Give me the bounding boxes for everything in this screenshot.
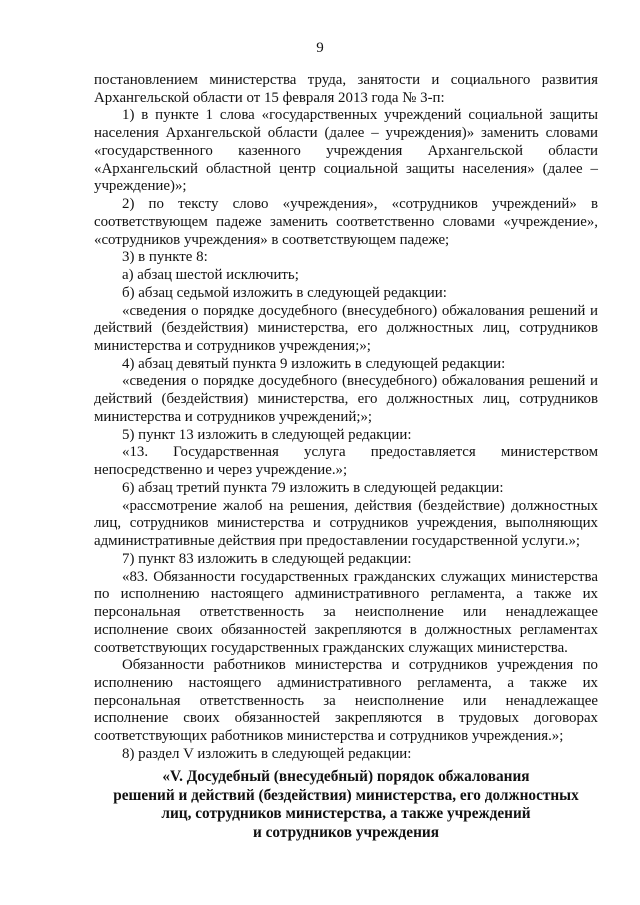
paragraph: «сведения о порядке досудебного (внесудебного) обжалования решений и действий (бездействия) министерства, его должностных лиц, сотрудников министерства и сотрудников учреждения;»; — [94, 302, 598, 355]
paragraph: 8) раздел V изложить в следующей редакции: — [122, 745, 412, 762]
paragraph: б) абзац седьмой изложить в следующей редакции: — [122, 284, 447, 301]
paragraph: «13. Государственная услуга предоставляется министерством непосредственно и через учреждение.»; — [94, 444, 598, 479]
paragraph: 3) в пункте 8: — [122, 249, 208, 266]
paragraph: «рассмотрение жалоб на решения, действия (бездействие) должностных лиц, сотрудников министерства и сотрудников учреждения, выполняющих административные действия при предоставлении государственной услуги.»; — [94, 497, 598, 550]
heading-line: лиц, сотрудников министерства, а также учреждений — [161, 805, 531, 822]
paragraph: 7) пункт 83 изложить в следующей редакции: — [122, 550, 412, 567]
paragraph: 6) абзац третий пункта 79 изложить в следующей редакции: — [122, 479, 504, 496]
paragraph: 1) в пункте 1 слова «государственных учреждений социальной защиты населения Архангельской области (далее – учреждения)» заменить словами «государственного казенного учреждения Архангельской области «Архангельский областной центр социальной защиты населения» (далее – учреждение)»; — [94, 107, 598, 195]
document-body — [94, 72, 598, 764]
heading-line: решений и действий (бездействия) министерства, его должностных — [113, 786, 579, 804]
section-heading — [94, 768, 598, 842]
paragraph: а) абзац шестой исключить; — [122, 267, 299, 284]
heading-line: «V. Досудебный (внесудебный) порядок обжалования — [162, 768, 530, 785]
paragraph: постановлением министерства труда, занятости и социального развития Архангельской области от 15 февраля 2013 года № 3-п: — [94, 72, 598, 106]
paragraph: «сведения о порядке досудебного (внесудебного) обжалования решений и действий (бездействия) министерства, его должностных лиц, сотрудников министерства и сотрудников учреждений;»; — [94, 373, 598, 425]
page-number: 9 — [316, 40, 324, 56]
paragraph: 5) пункт 13 изложить в следующей редакции: — [122, 426, 412, 443]
paragraph: Обязанности работников министерства и сотрудников учреждения по исполнению настоящего административного регламента, а также их персональная ответственность за неисполнение или ненадлежащее исполнение своих обязанностей закрепляются в трудовых договорах соответствующих работников министерства и сотрудников учреждения.»; — [94, 657, 598, 745]
paragraph: «83. Обязанности государственных гражданских служащих министерства по исполнению настоящего административного регламента, а также их персональная ответственность за неисполнение или ненадлежащее исполнение своих обязанностей закрепляются в должностных регламентах соответствующих государственных гражданских служащих министерства. — [94, 568, 598, 656]
heading-line: и сотрудников учреждения — [253, 823, 439, 841]
paragraph: 4) абзац девятый пункта 9 изложить в следующей редакции: — [122, 355, 506, 372]
paragraph: 2) по тексту слово «учреждения», «сотрудников учреждений» в соответствующем падеже заменить соответственно словами «учреждение», «сотрудников учреждения» в соответствующем падеже; — [94, 196, 598, 248]
